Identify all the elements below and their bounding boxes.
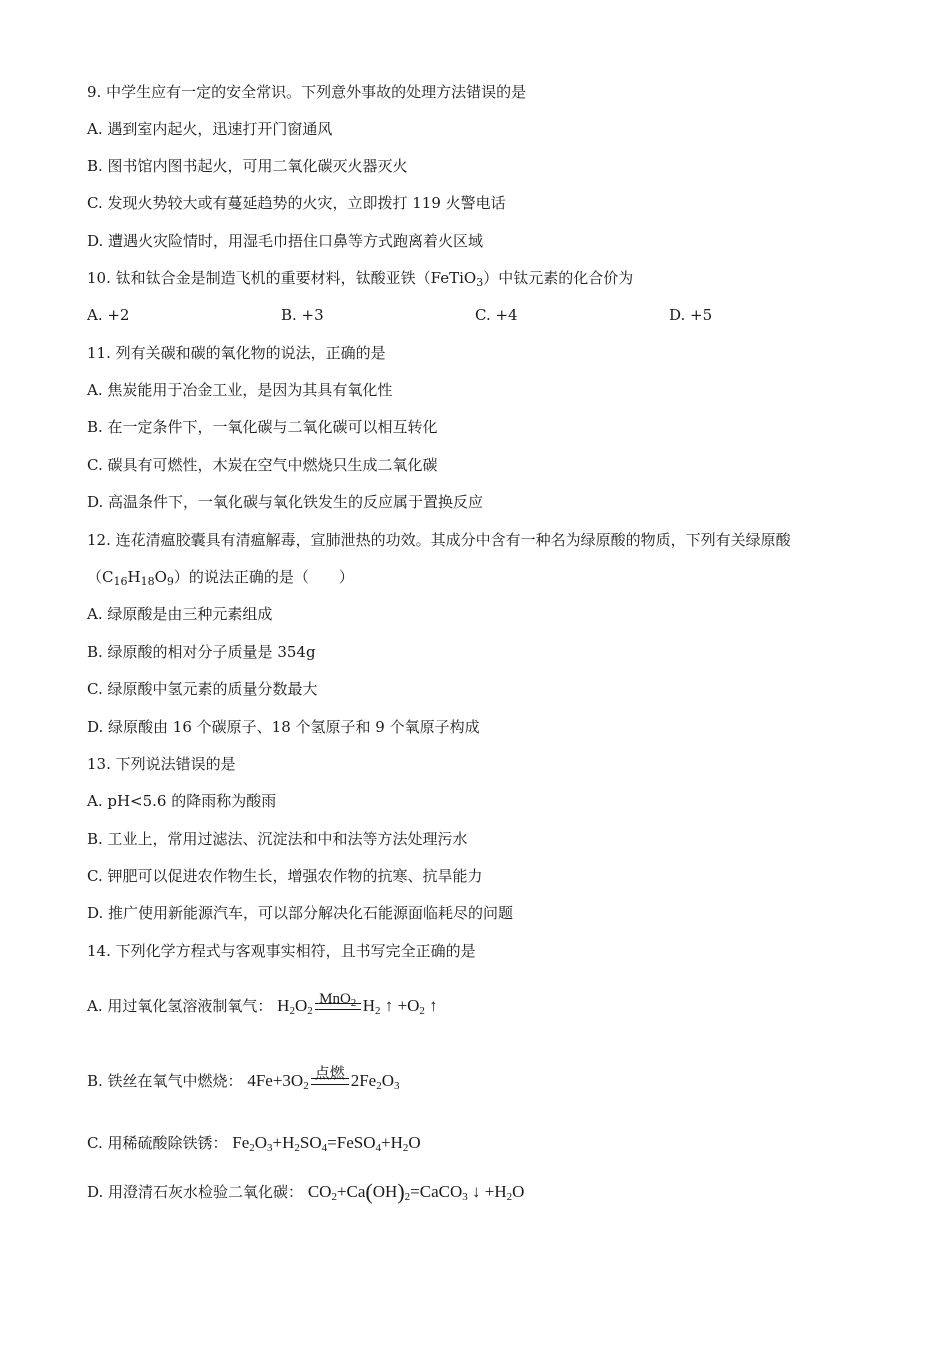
q12-formula-h: H [127,568,141,586]
q12-sub-c: 16 [113,575,128,588]
q10-option-a: A. +2 [87,306,130,324]
q9-stem: 9. 中学生应有一定的安全常识。下列意外事故的处理方法错误的是 [87,83,527,101]
q12-option-c: C. 绿原酸中氢元素的质量分数最大 [87,680,318,698]
q13-option-c: C. 钾肥可以促进农作物生长，增强农作物的抗寒、抗旱能力 [87,867,483,885]
q14-option-b [87,1066,400,1097]
q14-equation-c: $Fe_2O_3+H_2SO_4=FeSO_4+H_2O$ [232,1133,421,1154]
q12-sub-h: 18 [140,575,155,588]
q12-stem-line2 [87,567,354,587]
q14-condition-ignite: 点燃 [311,1074,349,1097]
q11-option-b: B. 在一定条件下，一氧化碳与二氧化碳可以相互转化 [87,418,438,436]
q13-option-a: A. pH<5.6 的降雨称为酸雨 [87,792,277,810]
q10-stem-text-end: ）中钛元素的化合价为 [483,269,634,287]
q12-stem-end: ）的说法正确的是（ ） [173,568,354,586]
q14-equation-d: $CO_2+Ca(OH)_2=CaCO_3$ ↓ $+H_2O$ [307,1179,525,1204]
q10-option-c: C. +4 [475,306,518,324]
q9-option-d: D. 遭遇火灾险情时，用湿毛巾捂住口鼻等方式跑离着火区域 [87,232,484,250]
q13-option-b: B. 工业上，常用过滤法、沉淀法和中和法等方法处理污水 [87,830,468,848]
q9-option-a: A. 遇到室内起火，迅速打开门窗通风 [87,120,333,138]
q12-formula-o: O [154,568,167,586]
q10-option-b: B. +3 [281,306,324,324]
q9-option-b: B. 图书馆内图书起火，可用二氧化碳灭火器灭火 [87,157,408,175]
q14-option-d-label: D. 用澄清石灰水检验二氧化碳： [87,1183,304,1201]
q12-stem-line1: 12. 连花清瘟胶囊具有清瘟解毒，宣肺泄热的功效。其成分中含有一种名为绿原酸的物质，下列有关绿原酸 [87,531,791,549]
q14-option-a [87,991,438,1022]
q9-option-c: C. 发现火势较大或有蔓延趋势的火灾，立即拨打 119 火警电话 [87,194,506,212]
q11-option-c: C. 碳具有可燃性，木炭在空气中燃烧只生成二氧化碳 [87,456,438,474]
q14-stem: 14. 下列化学方程式与客观事实相符，且书写完全正确的是 [87,942,476,960]
q13-stem: 13. 下列说法错误的是 [87,755,236,773]
q10-stem-text: 10. 钛和钛合金是制造飞机的重要材料，钛酸亚铁（FeTiO [87,269,477,287]
q11-stem: 11. 列有关碳和碳的氧化物的说法，正确的是 [87,344,386,362]
q13-option-d: D. 推广使用新能源汽车，可以部分解决化石能源面临耗尽的问题 [87,904,514,922]
q14-option-a-label: A. 用过氧化氢溶液制氧气： [87,997,273,1015]
q11-option-d: D. 高温条件下，一氧化碳与氧化铁发生的反应属于置换反应 [87,493,484,511]
q11-option-a: A. 焦炭能用于冶金工业，是因为其具有氧化性 [87,381,393,399]
q14-option-b-label: B. 铁丝在氧气中燃烧： [87,1072,243,1090]
q14-equation-a: $H_2O_2$ MnO$_2$ $H_2$ ↑ $+O_2$ ↑ [277,996,437,1015]
q10-stem-subscript: 3 [476,276,484,289]
q12-option-d: D. 绿原酸由 16 个碳原子、18 个氢原子和 9 个氧原子构成 [87,718,480,736]
q14-option-c [87,1133,421,1153]
q14-option-c-label: C. 用稀硫酸除铁锈： [87,1134,228,1152]
q10-stem [87,268,633,288]
q12-formula-c: （C [87,568,114,586]
q14-equation-b: $4Fe+3O_2$ 点燃 $2Fe_2O_3$ [247,1071,399,1090]
q12-sub-o: 9 [166,575,174,588]
q14-condition-mno2: MnO$_2$ [315,999,361,1022]
q12-option-b: B. 绿原酸的相对分子质量是 354g [87,643,316,661]
q10-option-d: D. +5 [669,306,713,324]
q12-option-a: A. 绿原酸是由三种元素组成 [87,605,273,623]
q14-option-d [87,1179,525,1204]
